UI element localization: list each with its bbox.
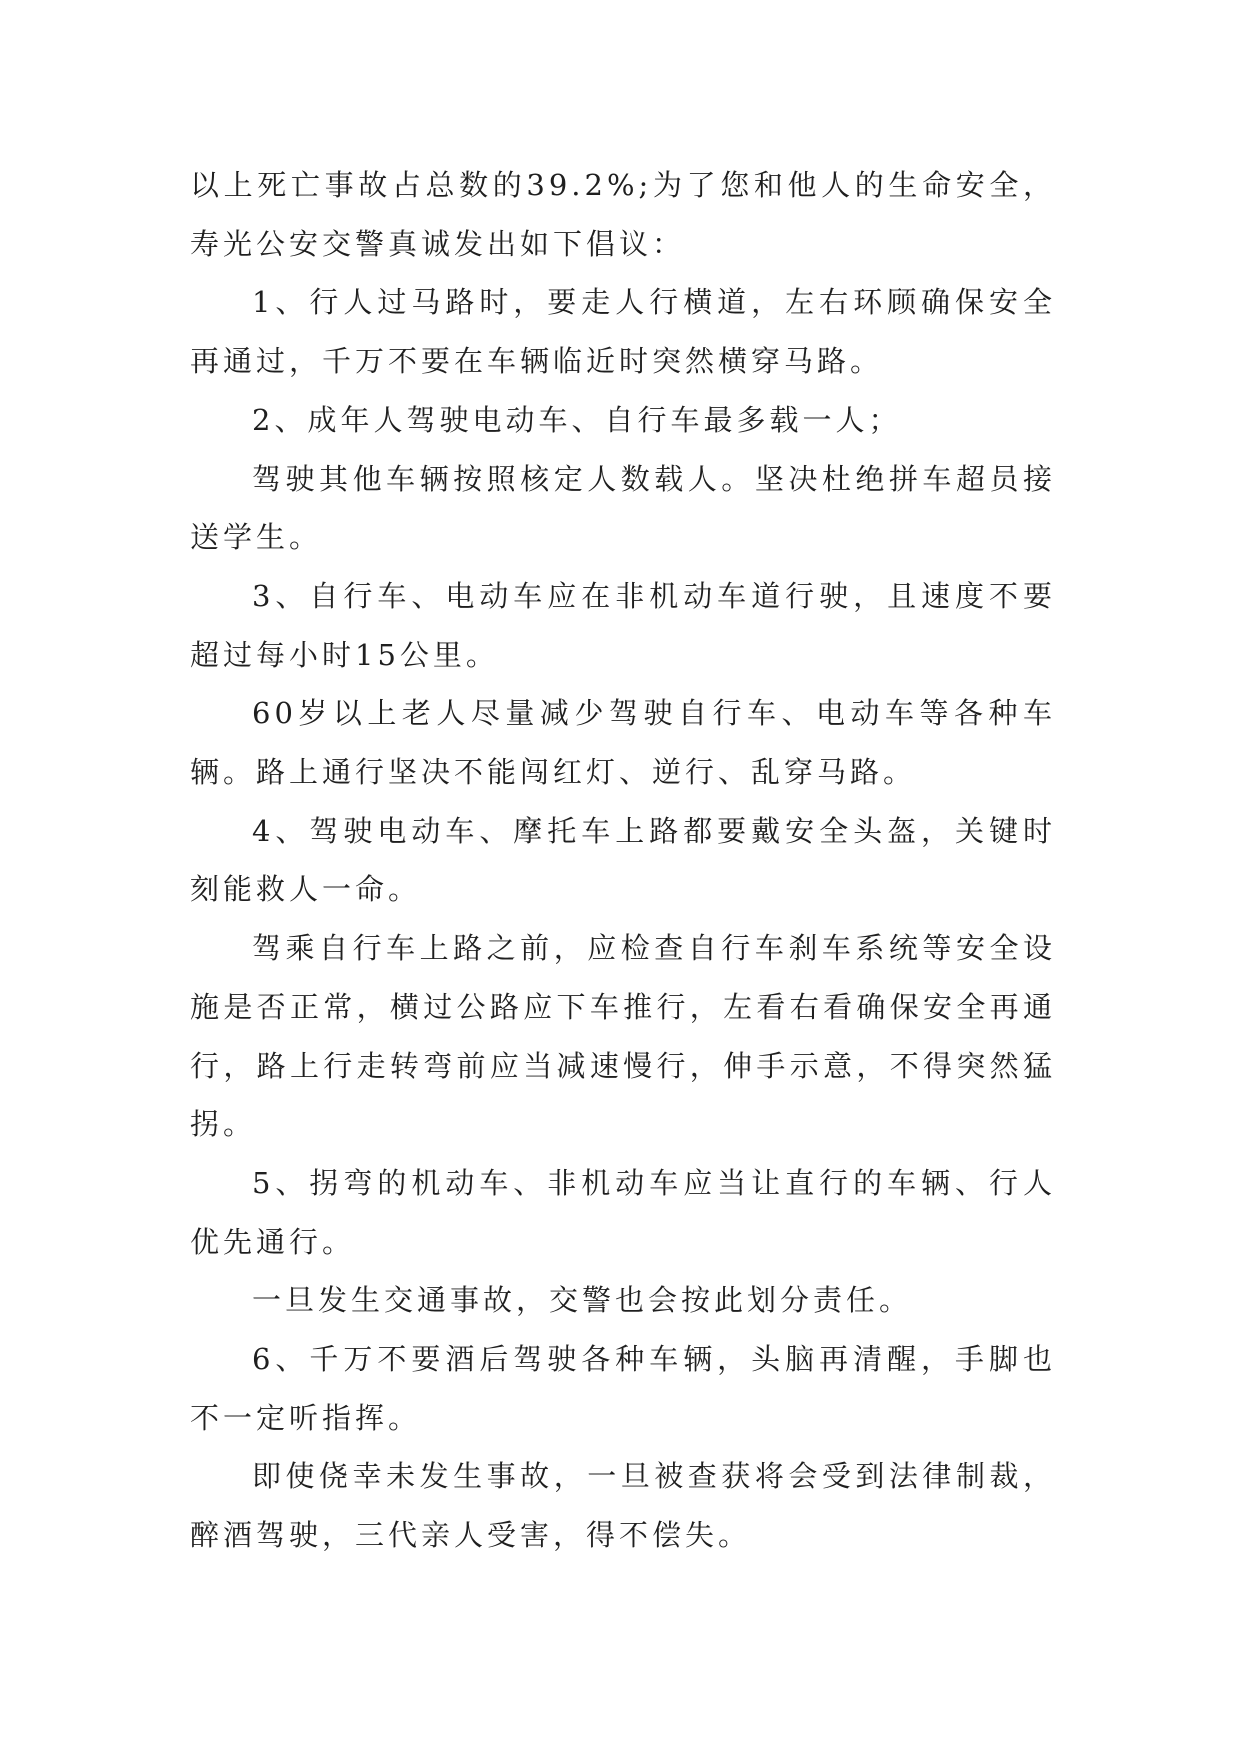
paragraph-item-2: 2、成年人驾驶电动车、自行车最多载一人； (252, 402, 902, 437)
document-body (190, 156, 1056, 1565)
paragraph-item-4-detail: 驾乘自行车上路之前，应检查自行车刹车系统等安全设施是否正常，横过公路应下车推行，左看右看确保安全再通行，路上行走转弯前应当减速慢行，伸手示意，不得突然猛拐。 (190, 931, 1056, 1142)
paragraph-item-5-detail: 一旦发生交通事故，交警也会按此划分责任。 (252, 1283, 913, 1318)
paragraph-item-6: 6、千万不要酒后驾驶各种车辆，头脑再清醒，手脚也不一定听指挥。 (190, 1342, 1056, 1435)
paragraph-item-3: 3、自行车、电动车应在非机动车道行驶，且速度不要超过每小时15公里。 (190, 578, 1056, 672)
paragraph-item-5: 5、拐弯的机动车、非机动车应当让直行的车辆、行人优先通行。 (190, 1165, 1056, 1259)
paragraph-item-2-detail: 驾驶其他车辆按照核定人数载人。坚决杜绝拼车超员接送学生。 (190, 461, 1056, 555)
paragraph-item-4: 4、驾驶电动车、摩托车上路都要戴安全头盔，关键时刻能救人一命。 (190, 813, 1056, 907)
paragraph-item-6-detail: 即使侥幸未发生事故，一旦被查获将会受到法律制裁，醉酒驾驶，三代亲人受害，得不偿失。 (190, 1459, 1056, 1553)
paragraph-item-3-detail: 60岁以上老人尽量减少驾驶自行车、电动车等各种车辆。路上通行坚决不能闯红灯、逆行、乱穿马路。 (190, 696, 1056, 790)
paragraph-intro: 以上死亡事故占总数的39.2%;为了您和他人的生命安全，寿光公安交警真诚发出如下倡议： (190, 168, 1056, 261)
paragraph-item-1: 1、行人过马路时，要走人行横道，左右环顾确保安全再通过，千万不要在车辆临近时突然横穿马路。 (190, 285, 1056, 379)
